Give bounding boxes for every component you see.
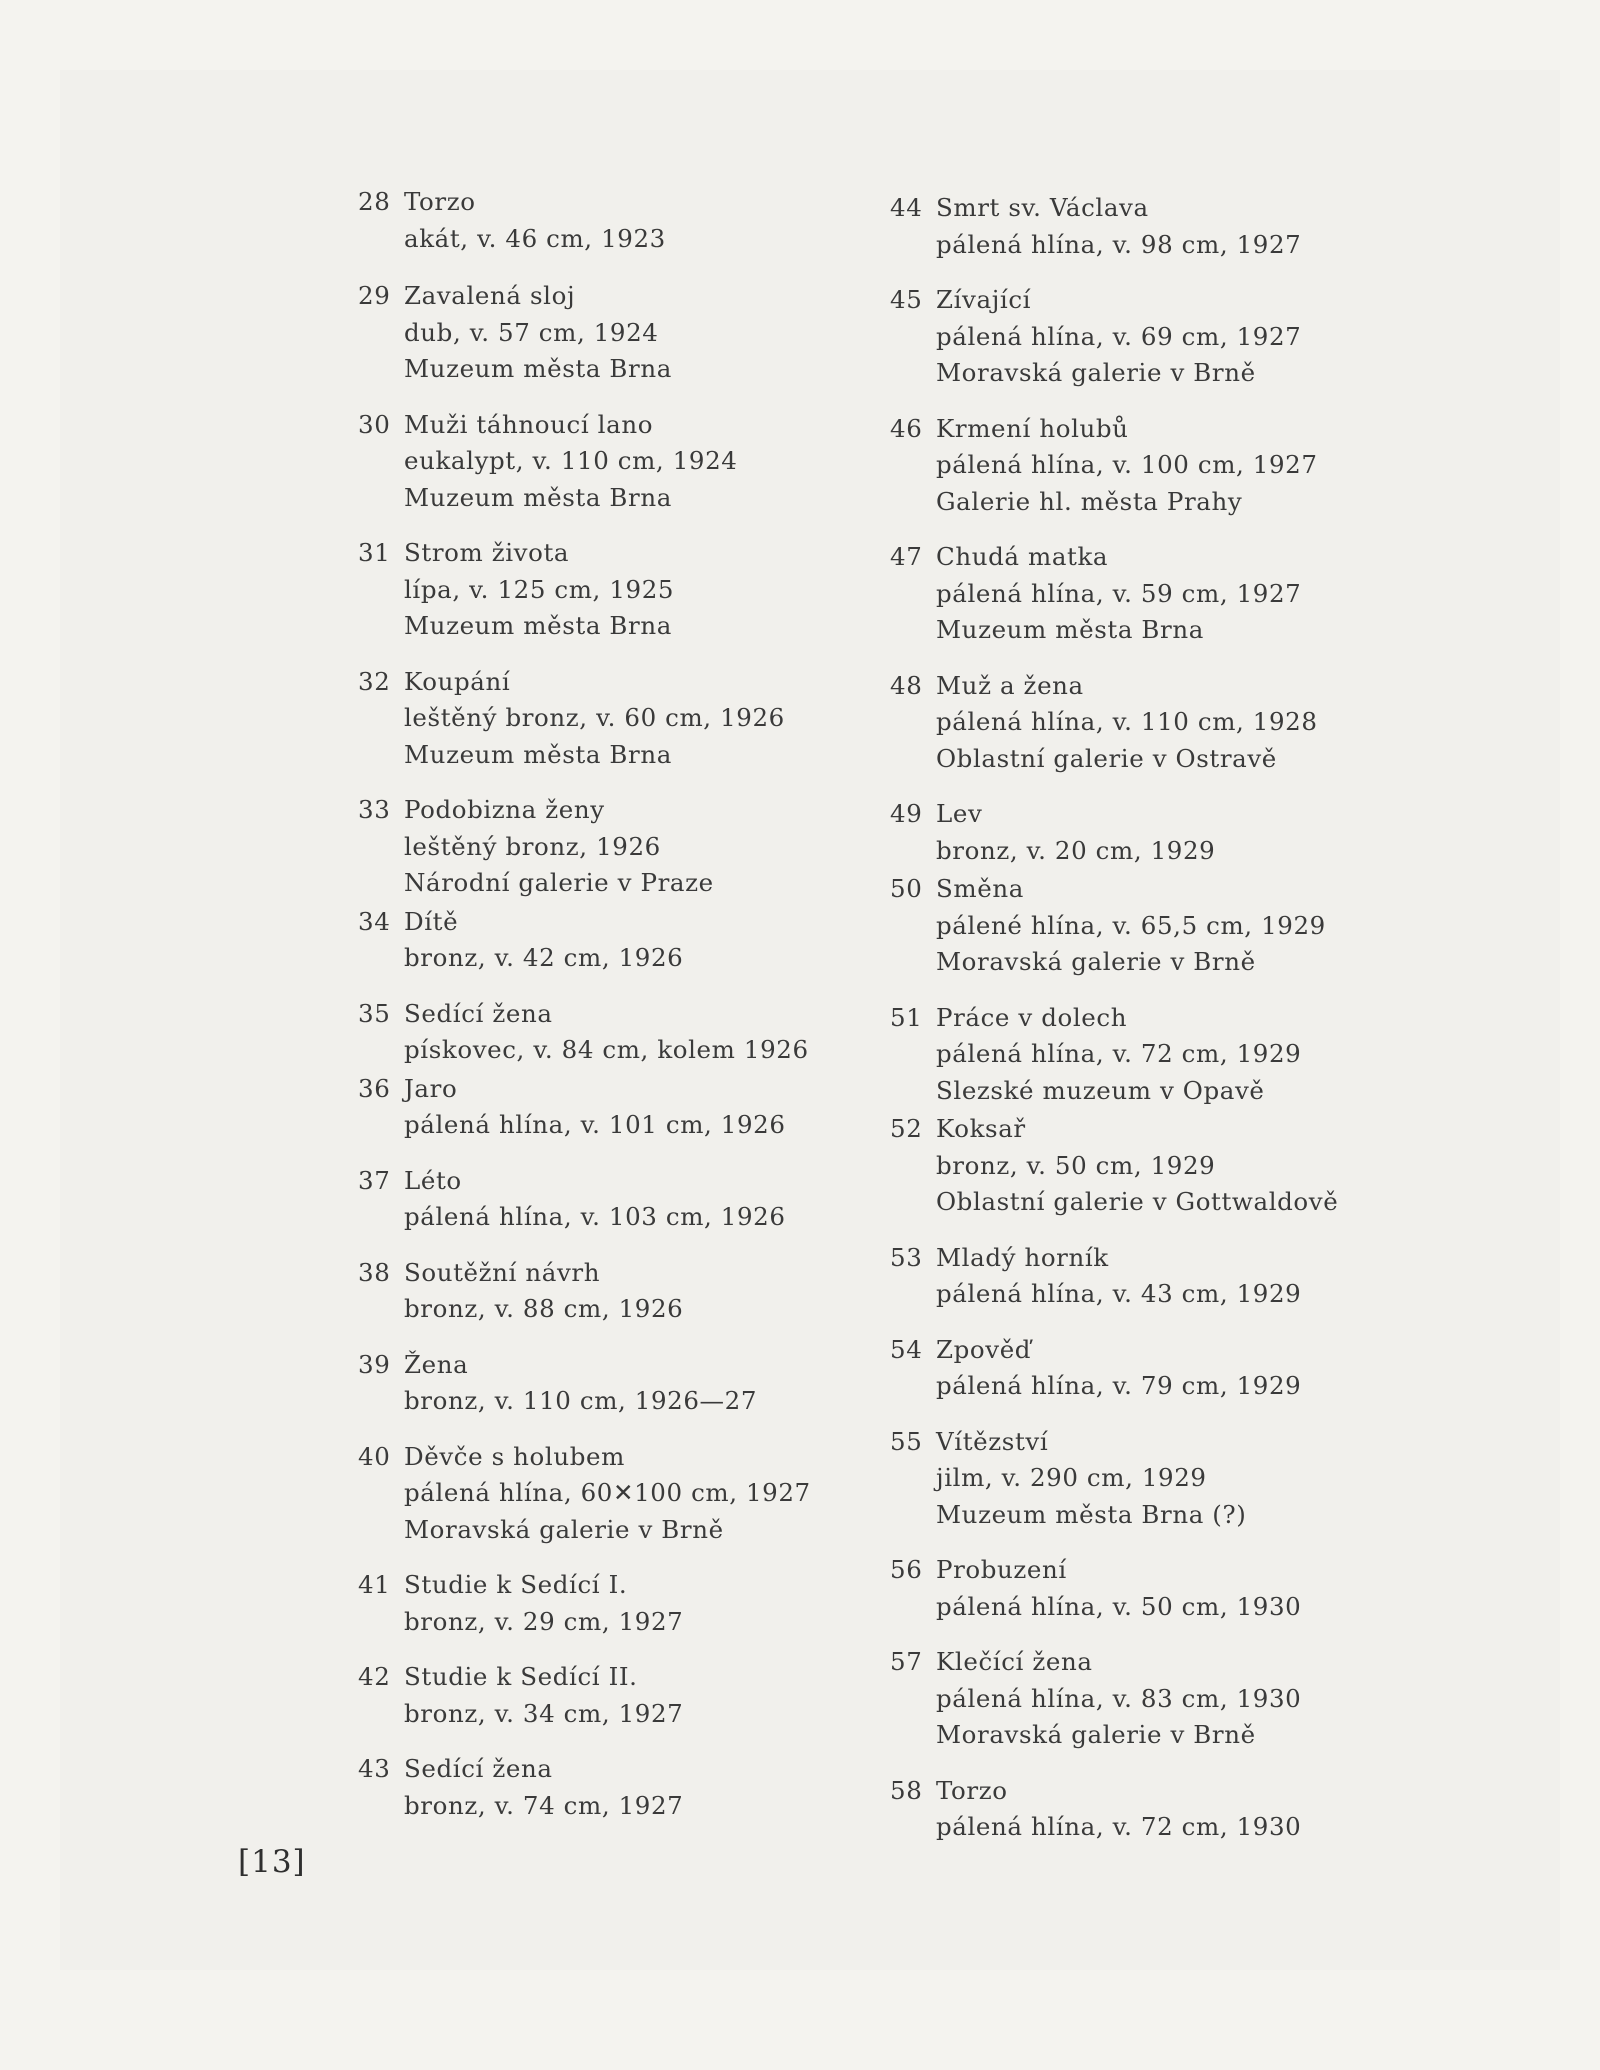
entry-title: Práce v dolech bbox=[936, 1002, 1128, 1032]
catalog-entry bbox=[890, 539, 1338, 649]
catalog-entry bbox=[890, 1424, 1338, 1534]
entry-detail: Muzeum města Brna bbox=[404, 611, 672, 640]
entry-number: 50 bbox=[890, 874, 923, 903]
entry-detail: leštěný bronz, v. 60 cm, 1926 bbox=[404, 703, 785, 732]
entry-detail: pálená hlína, v. 100 cm, 1927 bbox=[936, 450, 1318, 479]
entry-detail: pálená hlína, v. 50 cm, 1930 bbox=[936, 1591, 1302, 1621]
entry-detail: pálená hlína, v. 72 cm, 1929 bbox=[936, 1039, 1302, 1068]
entry-title: Krmení holubů bbox=[936, 413, 1129, 443]
catalog-entry bbox=[358, 1439, 811, 1549]
entry-title: Směna bbox=[936, 874, 1024, 903]
entry-number: 55 bbox=[890, 1426, 923, 1456]
entry-number: 32 bbox=[358, 666, 391, 696]
entry-detail: Muzeum města Brna bbox=[404, 739, 672, 769]
entry-number: 36 bbox=[358, 1073, 391, 1103]
entry-number: 43 bbox=[358, 1754, 391, 1783]
entry-number: 35 bbox=[358, 998, 391, 1028]
entry-number: 44 bbox=[890, 193, 923, 222]
entry-number: 42 bbox=[358, 1662, 391, 1691]
entry-title: Děvče s holubem bbox=[404, 1441, 625, 1471]
entry-number: 49 bbox=[890, 799, 923, 828]
entry-detail: pálená hlína, v. 101 cm, 1926 bbox=[404, 1110, 786, 1139]
entry-detail: Národní galerie v Praze bbox=[404, 868, 714, 897]
entry-title: Koupání bbox=[404, 666, 511, 696]
catalog-entry bbox=[358, 1347, 811, 1420]
catalog-entry bbox=[358, 535, 811, 645]
catalog-entry bbox=[358, 1751, 811, 1824]
entry-number: 58 bbox=[890, 1775, 923, 1805]
entry-number: 31 bbox=[358, 538, 391, 567]
entry-title: Vítězství bbox=[936, 1426, 1049, 1456]
page-number: [13] bbox=[238, 1844, 306, 1880]
entry-number: 48 bbox=[890, 670, 923, 700]
entry-detail: akát, v. 46 cm, 1923 bbox=[404, 223, 666, 253]
entry-number: 41 bbox=[358, 1570, 391, 1599]
entry-detail: pálená hlína, v. 59 cm, 1927 bbox=[936, 578, 1302, 608]
catalog-entry bbox=[358, 1567, 811, 1640]
entry-number: 51 bbox=[890, 1002, 923, 1032]
entry-detail: bronz, v. 74 cm, 1927 bbox=[404, 1790, 684, 1820]
entry-detail: Muzeum města Brna bbox=[404, 354, 672, 383]
entry-title: Lev bbox=[936, 799, 983, 828]
entry-title: Mladý horník bbox=[936, 1242, 1109, 1272]
entry-title: Soutěžní návrh bbox=[404, 1257, 601, 1287]
entry-number: 45 bbox=[890, 285, 923, 314]
catalog-entry bbox=[358, 407, 811, 517]
entry-number: 28 bbox=[358, 187, 391, 216]
catalog-entry bbox=[890, 1552, 1338, 1625]
entry-title: Léto bbox=[404, 1165, 462, 1195]
catalog-entry bbox=[358, 1163, 811, 1236]
catalog-entry bbox=[890, 796, 1338, 869]
entry-detail: Muzeum města Brna (?) bbox=[936, 1499, 1247, 1529]
entry-title: Studie k Sedící II. bbox=[404, 1662, 638, 1691]
entry-detail: dub, v. 57 cm, 1924 bbox=[404, 317, 659, 347]
catalog-entry bbox=[358, 184, 811, 257]
catalog-entry bbox=[890, 1773, 1338, 1846]
entry-number: 40 bbox=[358, 1441, 391, 1471]
entry-number: 38 bbox=[358, 1257, 391, 1287]
entry-title: Zavalená sloj bbox=[404, 281, 576, 310]
entry-title: Muži táhnoucí lano bbox=[404, 409, 654, 439]
entry-number: 47 bbox=[890, 542, 923, 571]
entry-detail: bronz, v. 20 cm, 1929 bbox=[936, 835, 1216, 865]
entry-detail: Oblastní galerie v Gottwaldově bbox=[936, 1187, 1339, 1216]
entry-title: Jaro bbox=[404, 1073, 458, 1103]
entry-detail: leštěný bronz, 1926 bbox=[404, 831, 661, 861]
entry-number: 34 bbox=[358, 906, 391, 936]
entry-title: Dítě bbox=[404, 906, 459, 936]
entry-detail: Muzeum města Brna bbox=[404, 482, 672, 512]
entry-title: Torzo bbox=[936, 1775, 1008, 1805]
entry-detail: pálená hlína, v. 69 cm, 1927 bbox=[936, 321, 1302, 351]
entry-detail: bronz, v. 110 cm, 1926—27 bbox=[404, 1386, 758, 1415]
catalog-entry bbox=[890, 411, 1338, 521]
entry-detail: pálená hlína, v. 83 cm, 1930 bbox=[936, 1683, 1302, 1713]
entry-number: 33 bbox=[358, 795, 391, 824]
entry-title: Probuzení bbox=[936, 1555, 1067, 1584]
entry-detail: bronz, v. 42 cm, 1926 bbox=[404, 943, 684, 972]
entry-title: Muž a žena bbox=[936, 670, 1084, 700]
entry-detail: pálená hlína, v. 103 cm, 1926 bbox=[404, 1202, 786, 1231]
catalog-entry bbox=[358, 1255, 811, 1328]
entry-number: 52 bbox=[890, 1114, 923, 1143]
entry-number: 57 bbox=[890, 1647, 923, 1676]
entry-title: Žena bbox=[404, 1349, 469, 1379]
entry-detail: bronz, v. 50 cm, 1929 bbox=[936, 1150, 1216, 1180]
entry-number: 53 bbox=[890, 1242, 923, 1272]
entry-detail: pálená hlína, 60✕100 cm, 1927 bbox=[404, 1478, 811, 1507]
entry-title: Strom života bbox=[404, 538, 570, 567]
entry-detail: bronz, v. 88 cm, 1926 bbox=[404, 1294, 684, 1323]
catalog-entry bbox=[358, 792, 811, 902]
entry-number: 54 bbox=[890, 1334, 923, 1364]
catalog-entry bbox=[890, 1111, 1338, 1221]
entry-number: 56 bbox=[890, 1555, 923, 1584]
entry-detail: pálené hlína, v. 65,5 cm, 1929 bbox=[936, 910, 1326, 940]
entry-detail: eukalypt, v. 110 cm, 1924 bbox=[404, 446, 738, 475]
entry-detail: Galerie hl. města Prahy bbox=[936, 486, 1243, 516]
entry-title: Podobizna ženy bbox=[404, 795, 605, 824]
entry-title: Torzo bbox=[404, 187, 476, 216]
entry-detail: Moravská galerie v Brně bbox=[936, 1720, 1256, 1749]
entry-detail: Slezské muzeum v Opavě bbox=[936, 1075, 1265, 1105]
entry-detail: pálená hlína, v. 72 cm, 1930 bbox=[936, 1812, 1302, 1841]
entry-number: 46 bbox=[890, 413, 923, 443]
catalog-entry bbox=[358, 1071, 811, 1144]
entry-detail: Moravská galerie v Brně bbox=[936, 947, 1256, 976]
catalog-entry bbox=[890, 1000, 1338, 1110]
entry-detail: pálená hlína, v. 43 cm, 1929 bbox=[936, 1279, 1302, 1308]
entry-detail: lípa, v. 125 cm, 1925 bbox=[404, 574, 675, 604]
catalog-entry bbox=[890, 668, 1338, 778]
entry-number: 37 bbox=[358, 1165, 391, 1195]
entry-detail: jilm, v. 290 cm, 1929 bbox=[936, 1463, 1207, 1492]
entry-title: Sedící žena bbox=[404, 998, 553, 1028]
catalog-entry bbox=[890, 1332, 1338, 1405]
entry-title: Zívající bbox=[936, 285, 1032, 314]
left-column bbox=[358, 184, 811, 1824]
entry-title: Zpověď bbox=[936, 1334, 1032, 1364]
entry-detail: bronz, v. 34 cm, 1927 bbox=[404, 1698, 684, 1728]
entry-detail: Moravská galerie v Brně bbox=[936, 358, 1256, 387]
catalog-entry bbox=[890, 871, 1338, 981]
entry-detail: pískovec, v. 84 cm, kolem 1926 bbox=[404, 1035, 809, 1064]
entry-detail: Moravská galerie v Brně bbox=[404, 1514, 724, 1544]
entry-number: 30 bbox=[358, 409, 391, 439]
entry-number: 29 bbox=[358, 281, 391, 310]
entry-detail: pálená hlína, v. 79 cm, 1929 bbox=[936, 1371, 1302, 1400]
catalog-entry bbox=[358, 278, 811, 388]
catalog-entry bbox=[890, 1240, 1338, 1313]
entry-title: Klečící žena bbox=[936, 1647, 1093, 1676]
catalog-entry bbox=[358, 1659, 811, 1732]
entry-number: 39 bbox=[358, 1349, 391, 1379]
catalog-entry bbox=[890, 190, 1338, 263]
catalog-entry bbox=[358, 996, 811, 1069]
entry-title: Koksař bbox=[936, 1114, 1026, 1143]
entry-title: Sedící žena bbox=[404, 1754, 553, 1783]
entry-title: Smrt sv. Václava bbox=[936, 193, 1149, 222]
catalog-entry bbox=[890, 282, 1338, 392]
catalog-entry bbox=[358, 904, 811, 977]
right-column bbox=[890, 190, 1338, 1846]
catalog-entry bbox=[890, 1644, 1338, 1754]
entry-detail: pálená hlína, v. 98 cm, 1927 bbox=[936, 229, 1302, 259]
entry-detail: bronz, v. 29 cm, 1927 bbox=[404, 1606, 684, 1636]
catalog-entry bbox=[358, 664, 811, 774]
entry-detail: pálená hlína, v. 110 cm, 1928 bbox=[936, 707, 1318, 736]
entry-title: Studie k Sedící I. bbox=[404, 1570, 628, 1599]
entry-detail: Oblastní galerie v Ostravě bbox=[936, 743, 1277, 773]
entry-detail: Muzeum města Brna bbox=[936, 615, 1204, 644]
entry-title: Chudá matka bbox=[936, 542, 1109, 571]
